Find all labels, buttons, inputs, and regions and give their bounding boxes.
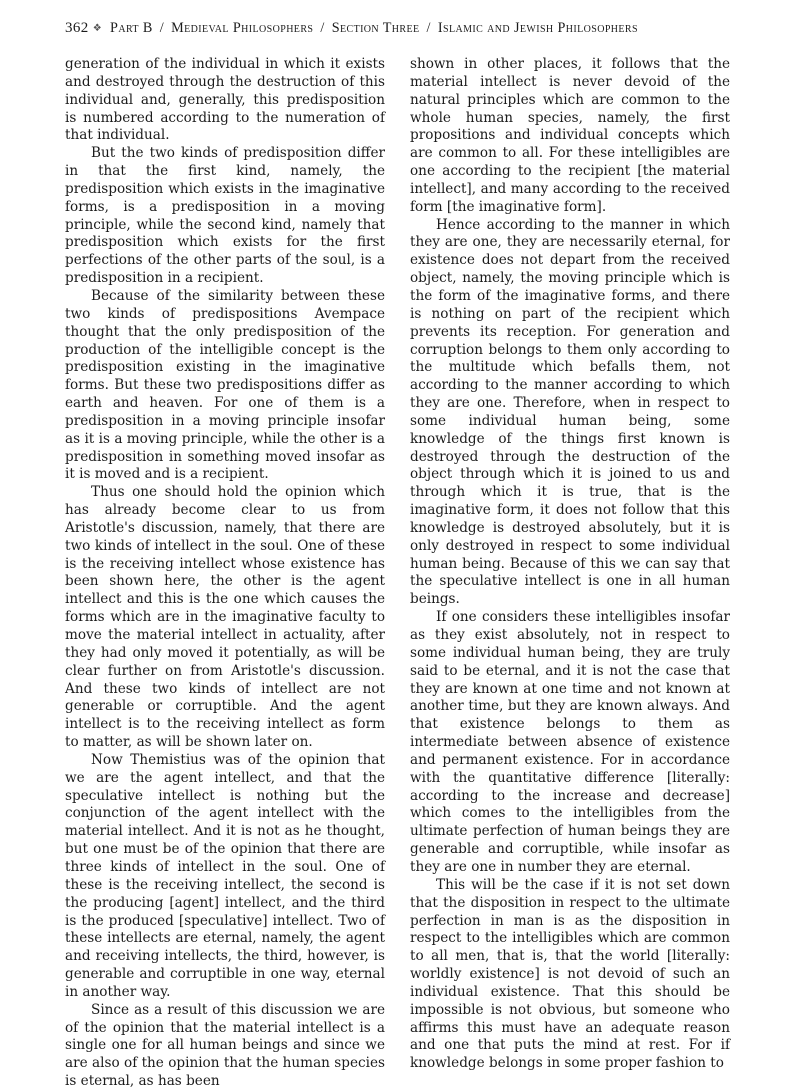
header-part: Part B [110,20,153,36]
paragraph: This will be the case if it is not set down that the disposition in respect to the ultimate perfection in man is as the disposition in respect to the intelligibles which are common to all men, that is, that the world [literally: worldly existence] is not devoid of such an individual existence. That this should be impossible is not obvious, but someone who affirms this must have an adequate reason and one that puts the mind at rest. For if knowledge belongs in some proper fashion to [410,876,730,1072]
header-section: Section Three [331,20,420,36]
running-header: 362 ❖ Part B / Medieval Philosophers / Section Three / Islamic and Jewish Philosophers [65,20,638,36]
header-title: Medieval Philosophers [171,20,314,36]
diamond-icon: ❖ [92,23,103,34]
paragraph: Thus one should hold the opinion which has already become clear to us from Aristotle's discussion, namely, that there are two kinds of intellect in the soul. One of these is the receiving intellect whose existence has been shown here, the other is the agent intellect and this is the one which causes the forms which are in the imaginative faculty to move the material intellect in actuality, after they had only moved it potentially, as will be clear further on from Aristotle's discussion. And these two kinds of intellect are not generable or corruptible. And the agent intellect is to the receiving intellect as form to matter, as will be shown later on. [65,484,385,751]
paragraph: Hence according to the manner in which they are one, they are necessarily eternal, for existence does not depart from the received object, namely, the moving principle which is the form of the imaginative forms, and there is nothing on part of the recipient which prevents its reception. For generation and corruption belongs to them only according to the multitude which befalls them, not according to the manner according to which they are one. Therefore, when in respect to some individual human being, some knowledge of the things first known is destroyed through the destruction of the object through which it is joined to us and through which it is true, that is the imaginative form, it does not follow that this knowledge is destroyed absolutely, but it is only destroyed in respect to some individual human being. Because of this we can say that the speculative intellect is one in all human beings. [410,216,730,608]
paragraph: If one considers these intelligibles insofar as they exist absolutely, not in respect to some individual human being, they are truly said to be eternal, and it is not the case that they are known at one time and not known at another time, but they are known always. And that existence belongs to them as intermediate between absence of existence and permanent existence. For in accordance with the quantitative difference [literally: according to the increase and decrease] which comes to the intelligibles from the ultimate perfection of human beings they are generable and corruptible, while insofar as they are one in number they are eternal. [410,609,730,875]
paragraph: Since as a result of this discussion we are of the opinion that the material intellect is a single one for all human beings and since we are also of the opinion that the human species is eternal, as has been [65,1001,385,1090]
paragraph: shown in other places, it follows that the material intellect is never devoid of the natural principles which are common to the whole human species, namely, the first propositions and individual concepts which are common to all. For these intelligibles are one according to the recipient [the material intellect], and many according to the received form [the imaginative form]. [410,56,730,215]
right-column [410,56,730,1073]
paragraph: Because of the similarity between these two kinds of predispositions Avempace thought that the only predisposition of the production of the intelligible concept is the predisposition existing in the imaginative forms. But these two predispositions differ as earth and heaven. For one of them is a predisposition in a moving principle insofar as it is a moving principle, while the other is a predisposition in something moved insofar as it is moved and is a recipient. [65,287,385,483]
paragraph: generation of the individual in which it exists and destroyed through the destruction of this individual and, generally, this predisposition is numbered according to the numeration of that individual. [65,56,385,144]
paragraph: Now Themistius was of the opinion that we are the agent intellect, and that the speculative intellect is nothing but the conjunction of the agent intellect with the material intellect. And it is not as he thought, but one must be of the opinion that there are three kinds of intellect in the soul. One of these is the receiving intellect, the second is the producing [agent] intellect, and the third is the produced [speculative] intellect. Two of these intellects are eternal, namely, the agent and receiving intellects, the third, however, is generable and corruptible in one way, eternal in another way. [65,751,385,1000]
page-number: 362 [65,20,89,36]
left-column [65,56,385,1091]
header-subject: Islamic and Jewish Philosophers [437,20,638,36]
paragraph: But the two kinds of predisposition differ in that the first kind, namely, the predisposition which exists in the imaginative forms, is a predisposition in a moving principle, while the second kind, namely that predisposition which exists for the first perfections of the other parts of the soul, is a predisposition in a recipient. [65,145,385,287]
